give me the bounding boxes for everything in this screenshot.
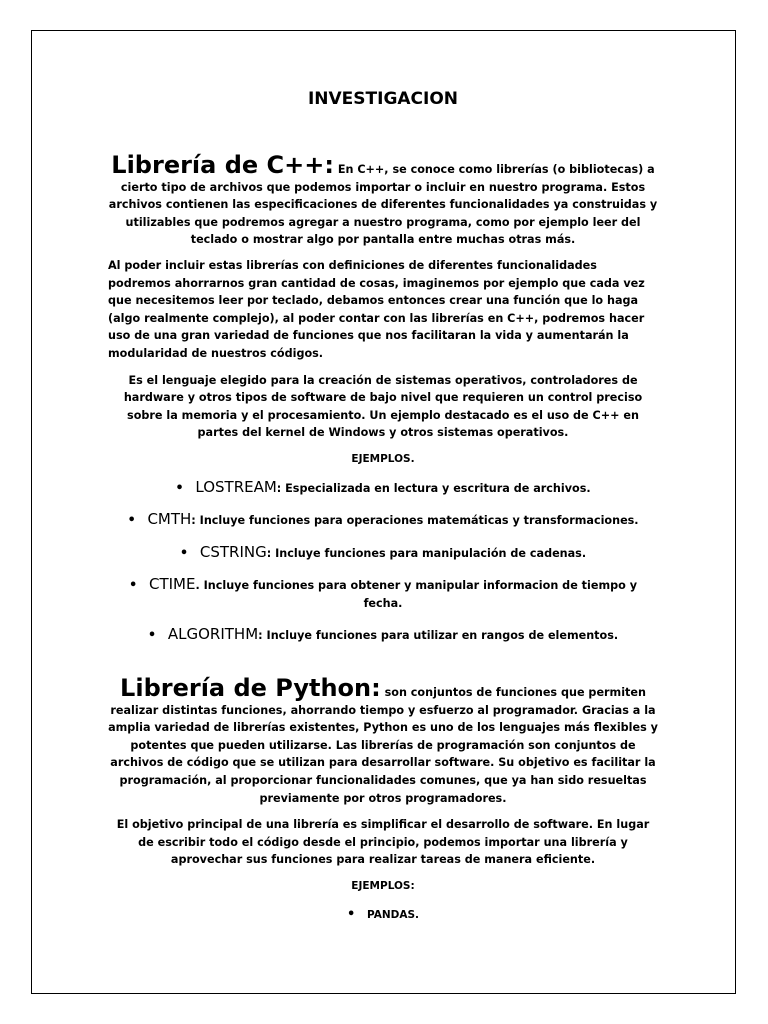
example-name: CMTH xyxy=(147,510,192,529)
python-section-intro xyxy=(108,675,658,807)
python-paragraph-2: El objetivo principal de una librería es simplificar el desarrollo de software. En lugar de escribir todo el código desde el principio, podemos importar una librería y aprovechar sus funciones para realizar tareas de manera eficiente. xyxy=(116,818,650,867)
example-desc: : Especializada en lectura y escritura de archivos. xyxy=(276,481,591,495)
python-examples-list xyxy=(108,906,658,925)
python-intro-text: son conjuntos de funciones que permiten realizar distintas funciones, ahorrando tiempo y esfuerzo al programador. Gracias a la amplia variedad de librerías existentes, Python es uno de los lenguajes más flexibles y potentes que pueden utilizarse. Las librerías de programación son conjuntos de archivos de código que se utilizan para desarrollar software. Su objetivo es facilitar la programación, al proporcionar funcionalidades comunes, que ya han sido resueltas previamente por otros programadores. xyxy=(108,686,658,805)
bullet-icon: • xyxy=(127,513,136,529)
bullet-icon: • xyxy=(179,545,189,561)
cpp-paragraph-2: Al poder incluir estas librerías con definiciones de diferentes funcionalidades podremos ahorrarnos gran cantidad de cosas, imaginemos por ejemplo que cada vez que necesitemos leer por teclado, debamos entonces crear una función que lo haga (algo realmente complejo), al poder contar con las librerías en C++, podremos hacer uso de una gran variedad de funciones que nos facilitaran la vida y aumentarán la modularidad de nuestros códigos. xyxy=(108,258,645,360)
bullet-icon: • xyxy=(346,906,356,922)
example-desc: . Incluye funciones para obtener y manipular informacion de tiempo y fecha. xyxy=(195,579,637,610)
example-name: CSTRING xyxy=(199,542,267,561)
document-body xyxy=(108,88,658,938)
python-heading: Librería de Python: xyxy=(120,674,381,703)
example-name: CTIME xyxy=(149,575,196,594)
cpp-section-intro xyxy=(108,152,658,249)
list-item xyxy=(108,626,658,645)
cpp-paragraph-3: Es el lenguaje elegido para la creación de sistemas operativos, controladores de hardware y otros tipos de software de bajo nivel que requieren un control preciso sobre la memoria y el procesamiento. Un ejemplo destacado es el uso de C++ en partes del kernel de Windows y otros sistemas operativos. xyxy=(123,373,643,440)
cpp-intro-text: En C++, se conoce como librerías (o bibliotecas) a cierto tipo de archivos que podemos importar o incluir en nuestro programa. Estos archivos contienen las especificaciones de diferentes funcionalidades ya construidas y utilizables que podremos agregar a nuestro programa, como por ejemplo leer del teclado o mostrar algo por pantalla entre muchas otras más. xyxy=(108,163,658,247)
cpp-heading: Librería de C++: xyxy=(111,151,334,179)
example-name: ALGORITHM xyxy=(167,625,259,644)
bullet-icon: • xyxy=(129,578,138,594)
cpp-examples-list xyxy=(108,479,658,646)
python-examples-label: EJEMPLOS: xyxy=(351,880,415,892)
list-item xyxy=(108,511,658,530)
example-desc: : Incluye funciones para utilizar en rangos de elementos. xyxy=(258,629,619,643)
list-item xyxy=(108,479,658,498)
example-name: PANDAS. xyxy=(366,908,420,921)
example-desc: : Incluye funciones para operaciones matemáticas y transformaciones. xyxy=(191,514,639,528)
bullet-icon: • xyxy=(147,628,157,644)
example-desc: : Incluye funciones para manipulación de cadenas. xyxy=(266,546,587,560)
document-title: INVESTIGACION xyxy=(307,89,459,109)
list-item xyxy=(108,576,658,612)
bullet-icon: • xyxy=(175,480,184,496)
cpp-examples-label: EJEMPLOS. xyxy=(351,452,415,465)
list-item xyxy=(108,906,658,925)
list-item xyxy=(108,544,658,563)
example-name: LOSTREAM xyxy=(195,477,277,496)
